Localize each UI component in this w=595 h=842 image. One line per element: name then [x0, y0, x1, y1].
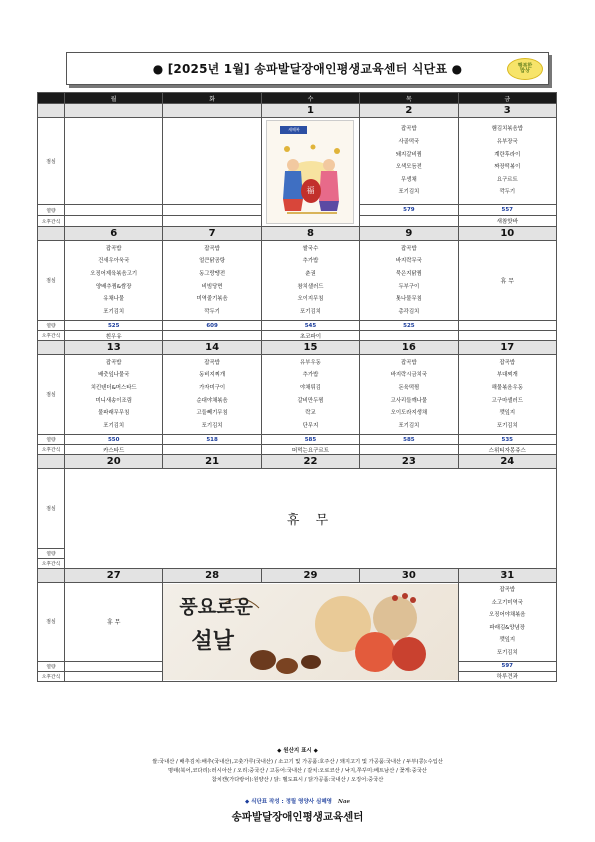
kcal-value: 585: [360, 435, 458, 445]
center-name: 송파발달장애인평생교육센터: [231, 811, 364, 823]
kcal-value: 518: [163, 435, 261, 445]
kcal-value: 550: [65, 435, 163, 445]
week5-lunch-row: [38, 583, 557, 662]
meal-cell: 잡곡밥 건새우아욱국 오징어제육볶음고기 양배추찜&쌈장 유채나물 포기김치: [65, 241, 163, 321]
kcal-value: 535: [458, 435, 556, 445]
date-cell: [163, 104, 261, 118]
logo-line1: 행복한: [517, 62, 533, 69]
date-cell: 15: [261, 341, 359, 355]
kcal-value: 609: [163, 321, 261, 331]
week2-kcal-row: [38, 321, 557, 331]
kcal-label: 열량: [38, 549, 65, 559]
holiday-rest: 휴 무: [65, 583, 163, 662]
holiday-rest: 휴 무: [458, 241, 556, 321]
date-cell: 13: [65, 341, 163, 355]
kcal-label: 열량: [38, 205, 65, 216]
newyear-illustration-cell: [261, 118, 359, 227]
week2-date-row: [38, 227, 557, 241]
lunch-label: 점심: [38, 583, 65, 662]
corner-cell: [38, 93, 65, 104]
date-cell: 6: [65, 227, 163, 241]
snack-value: 새참핫바: [458, 216, 556, 227]
day-header-row: [38, 93, 557, 104]
date-cell: 21: [163, 455, 261, 469]
date-cell: 29: [261, 569, 359, 583]
page-title: ● [2025년 1월] 송파발달장애인평생교육센터 식단표 ●: [152, 62, 463, 76]
snack-value: 초코파이: [261, 331, 359, 341]
lunch-label: 점심: [38, 118, 65, 205]
meal-cell: 잡곡밥 배춧잎나물국 치킨텐더&머스타드 미니새송이조림 물파래무무침 포기김치: [65, 355, 163, 435]
snack-label: 오후간식: [38, 331, 65, 341]
day-fri: 금: [458, 93, 556, 104]
menu-table: [37, 92, 557, 682]
date-cell: 10: [458, 227, 556, 241]
signature: Nae: [337, 799, 351, 805]
kcal-value: 525: [360, 321, 458, 331]
meal-cell: 유부우동 추가밥 야채튀김 갈비만두찜 락교 단무지: [261, 355, 359, 435]
week2-snack-row: [38, 331, 557, 341]
date-cell: 9: [360, 227, 458, 241]
writer-text: ◆ 식단표 작성 : 정릴 영양사 심혜영: [244, 799, 332, 805]
lunch-label: 점심: [38, 469, 65, 549]
snack-value: 스위티자몽쥬스: [458, 445, 556, 455]
newyear-banner: 새해복: [280, 126, 307, 134]
day-wed: 수: [261, 93, 359, 104]
date-cell: 30: [360, 569, 458, 583]
lunch-label: 점심: [38, 355, 65, 435]
snack-label: 오후간식: [38, 216, 65, 227]
date-cell: 8: [261, 227, 359, 241]
day-thu: 목: [360, 93, 458, 104]
newyear-illustration: [266, 120, 354, 224]
seollal-illustration-cell: [163, 583, 458, 682]
kcal-value: 579: [360, 205, 458, 216]
date-cell: 24: [458, 455, 556, 469]
center-logo: [507, 58, 543, 80]
date-cell: 3: [458, 104, 556, 118]
kcal-value: 545: [261, 321, 359, 331]
date-cell: 14: [163, 341, 261, 355]
snack-value: 떠먹는요구르트: [261, 445, 359, 455]
kcal-value: 557: [458, 205, 556, 216]
date-cell: 2: [360, 104, 458, 118]
date-cell: 27: [65, 569, 163, 583]
meal-cell: [65, 118, 163, 205]
meal-cell: 쌀국수 추가밥 춘권 참치샐러드 오이지무침 포기김치: [261, 241, 359, 321]
meal-cell: 잡곡밥 바지락무국 묵은지닭찜 두부구이 톳나물무침 총각김치: [360, 241, 458, 321]
seollal-illustration: [163, 584, 457, 680]
origin-line-3: 참치캔(가다랑어):원양산 / 닭: 벨도표시 / 닭가공품:국내산 / 오징어:중국산: [211, 777, 384, 783]
origin-line-1: 쌀:국내산 / 배추김치:배추(국내산),고춧가루(국내산) / 소고기 및 가공품:호주산 / 돼지고기 및 가공품:국내산 / 두부(콩):수입산: [152, 759, 443, 765]
meal-cell: 햄김치볶음밥 유부장국 계란후라이 짜장떡볶이 요구르트 깍두기: [458, 118, 556, 205]
meal-cell: 잡곡밥 동비지찌개 가자미구이 순대야채볶음 고들빼기무침 포기김치: [163, 355, 261, 435]
date-cell: 17: [458, 341, 556, 355]
meal-cell: 잡곡밥 소고기미역국 오징어야채볶음 파래김&양념장 깻잎지 포기김치: [458, 583, 556, 662]
week1-date-row: [38, 104, 557, 118]
date-cell: 22: [261, 455, 359, 469]
snack-value: 하루견과: [458, 671, 556, 681]
week5-date-row: [38, 569, 557, 583]
meal-cell: 잡곡밥 부대찌개 해물볶음우동 고구마샐러드 깻잎지 포기김치: [458, 355, 556, 435]
newyear-kids-drawing: [267, 121, 354, 224]
title-box: [66, 52, 549, 85]
date-cell: 7: [163, 227, 261, 241]
kcal-label: 열량: [38, 435, 65, 445]
week3-snack-row: [38, 445, 557, 455]
date-cell: 20: [65, 455, 163, 469]
kcal-label: 열량: [38, 661, 65, 671]
meal-cell: 잡곡밥 얼큰닭곰탕 동그랑땡전 비빔당면 미역줄기볶음 깍두기: [163, 241, 261, 321]
seollal-title-1: 풍요로운: [179, 595, 253, 618]
week4-lunch-row: [38, 469, 557, 549]
week3-date-row: [38, 341, 557, 355]
week2-lunch-row: [38, 241, 557, 321]
date-cell: [65, 104, 163, 118]
lunch-label: 점심: [38, 241, 65, 321]
week4-date-row: [38, 455, 557, 469]
meal-cell: 잡곡밥 바지락시금치국 돈육떡찜 고사리들깨나물 오이도라지생채 포기김치: [360, 355, 458, 435]
meal-cell: [163, 118, 261, 205]
seollal-title-2: 설날: [191, 627, 234, 654]
day-mon: 월: [65, 93, 163, 104]
fortune-char: 福: [306, 186, 315, 195]
snack-label: 오후간식: [38, 671, 65, 681]
week-rest: 휴 무: [65, 469, 557, 569]
snack-value: 카스타드: [65, 445, 163, 455]
date-cell: 28: [163, 569, 261, 583]
date-cell: 31: [458, 569, 556, 583]
logo-line2: 밥상: [520, 68, 530, 74]
date-cell: 16: [360, 341, 458, 355]
kcal-value: 525: [65, 321, 163, 331]
origin-title: ◆ 원산지 표시 ◆: [277, 748, 318, 754]
origin-line-2: 명태(북어,코다리):러시아산 / 오리:중국산 / 고등어:국내산 / 갈치:오로코산 / 낙지,쭈꾸미:베트남산 / 꽃게:중국산: [168, 768, 427, 774]
snack-value: 흰우유: [65, 331, 163, 341]
week3-lunch-row: [38, 355, 557, 435]
kcal-value: 585: [261, 435, 359, 445]
date-cell: 23: [360, 455, 458, 469]
snack-label: 오후간식: [38, 445, 65, 455]
day-tue: 화: [163, 93, 261, 104]
writer-line: [0, 797, 595, 805]
kcal-label: 열량: [38, 321, 65, 331]
week1-lunch-row: [38, 118, 557, 205]
date-cell: 1: [261, 104, 359, 118]
week3-kcal-row: [38, 435, 557, 445]
snack-label: 오후간식: [38, 559, 65, 569]
meal-cell: 잡곡밥 사골떡국 돼지갈비찜 오색모듬전 무생채 포기김치: [360, 118, 458, 205]
kcal-value: 597: [458, 661, 556, 671]
